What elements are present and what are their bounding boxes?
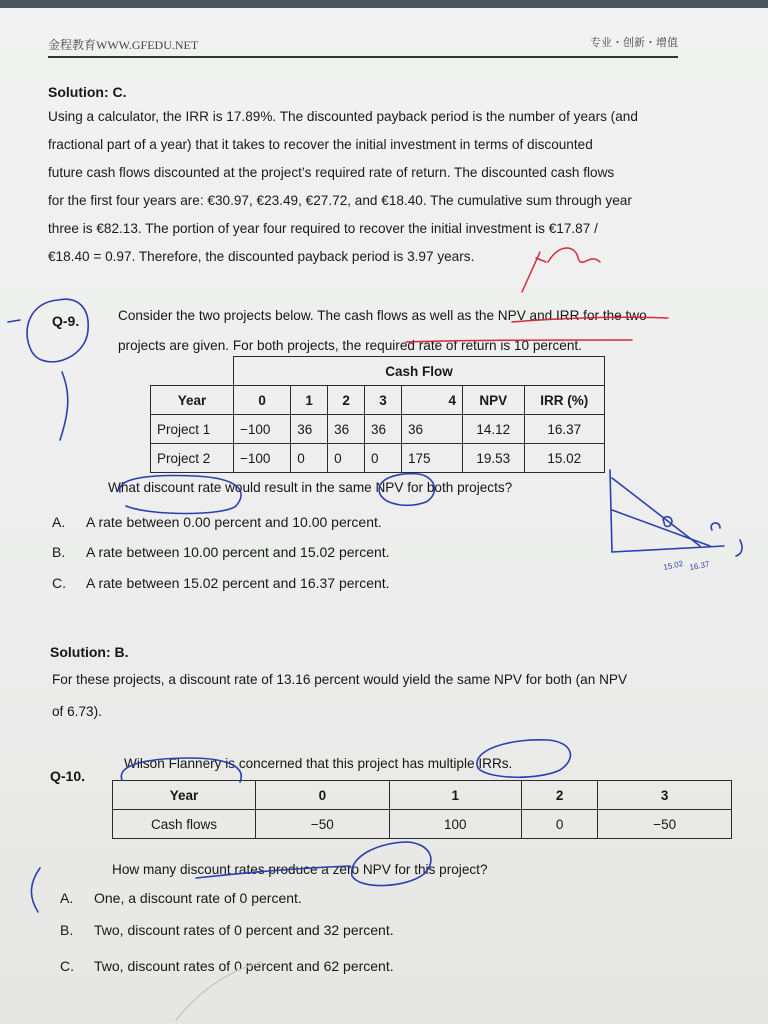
table-cell: −50 [256,810,390,839]
table-header-cell: 1 [291,386,328,415]
solution1-line: for the first four years are: €30.97, €23.49, €27.72, and €18.40. The cumulative sum through year [48,193,632,208]
q10-question: How many discount rates produce a zero NPV for this project? [112,862,488,877]
option-letter: A. [52,514,66,530]
option-letter: C. [52,575,66,591]
q10-label: Q-10. [50,768,86,784]
q9-option-b [52,544,390,560]
table-cell: 0 [365,444,402,473]
option-letter: C. [60,958,74,974]
table-row [151,415,605,444]
solution1-line: fractional part of a year) that it takes to recover the initial investment in terms of discounted [48,137,593,152]
table-header-row [151,386,605,415]
header-slogan: 专业・创新・增值 [590,37,678,49]
solution2-line1: For these projects, a discount rate of 13.16 percent would yield the same NPV for both (an NPV [52,672,628,687]
table-header-cell: 2 [521,781,597,810]
option-text: Two, discount rates of 0 percent and 62 percent. [94,958,394,974]
cash-flow-group-header: Cash Flow [234,357,605,386]
table-header-cell: 4 [401,386,462,415]
sketch-tick [736,540,742,556]
option-text: Two, discount rates of 0 percent and 32 percent. [94,922,394,938]
table-header-cell: Year [151,386,234,415]
table-cell: 36 [365,415,402,444]
table-cell: Cash flows [113,810,256,839]
table-cell: 14.12 [462,415,524,444]
table-header-cell: 0 [256,781,390,810]
table-cell: 100 [389,810,521,839]
sketch-intersection-mark [663,517,672,527]
q9-label: Q-9. [52,313,80,329]
table-cell: −100 [234,415,291,444]
q9-option-c [52,575,390,591]
table-cell: −50 [598,810,732,839]
table-header-cell: NPV [462,386,524,415]
q10-option-c [60,958,394,974]
table-cell: −100 [234,444,291,473]
table-cell: 0 [521,810,597,839]
option-text: A rate between 0.00 percent and 10.00 percent. [86,514,382,530]
table-cell: 0 [291,444,328,473]
solution1-line: three is €82.13. The portion of year four required to recover the initial investment is €17.87 / [48,221,598,236]
table-row [113,810,732,839]
solution2-title: Solution: B. [50,644,129,660]
solution1-line: €18.40 = 0.97. Therefore, the discounted payback period is 3.97 years. [48,249,475,264]
option-letter: B. [60,922,74,938]
sketch-y-axis [610,470,612,552]
table-header-cell: 2 [328,386,365,415]
sketch-label-1502: 15.02 [662,558,685,572]
table-header-cell: 3 [365,386,402,415]
sketch-line-project2 [612,478,700,546]
table-header-cell: 0 [234,386,291,415]
q10-option-b [60,922,394,938]
table-cell: Project 1 [151,415,234,444]
table-header-cell: 3 [598,781,732,810]
page-header [48,34,678,58]
table-row [151,444,605,473]
table-header-cell: 1 [389,781,521,810]
table-cell: 36 [291,415,328,444]
table-row [151,357,605,386]
table-header-cell: IRR (%) [524,386,604,415]
q10-margin-mark [31,868,40,912]
q9-margin-bracket [60,372,68,440]
solution1-line: Using a calculator, the IRR is 17.89%. The discounted payback period is the number of years (and [48,109,638,124]
sketch-x-axis [612,546,724,552]
solution1-line: future cash flows discounted at the project’s required rate of return. The discounted cash flows [48,165,615,180]
table-cell: 19.53 [462,444,524,473]
sketch-label-1637: 16.37 [688,559,711,572]
q9-option-a [52,514,382,530]
sketch-line-project1 [612,510,710,546]
solution2-line2: of 6.73). [52,704,102,719]
q9-intro-line1: Consider the two projects below. The cash flows as well as the NPV and IRR for the two [118,308,647,323]
q10-option-a [60,890,302,906]
table-cell: 36 [401,415,462,444]
solution1-body [48,103,683,271]
q9-circle-mark [27,299,88,362]
q10-intro: Wilson Flannery is concerned that this project has multiple IRRs. [124,756,513,771]
table-cell: Project 2 [151,444,234,473]
table-cell: 0 [328,444,365,473]
solution1-title: Solution: C. [48,84,127,100]
table-header-row [113,781,732,810]
table-cell: 36 [328,415,365,444]
q9-intro-line2: projects are given. For both projects, the required rate of return is 10 percent. [118,338,582,353]
table-cell: 16.37 [524,415,604,444]
table-cell: 175 [401,444,462,473]
option-text: A rate between 10.00 percent and 15.02 percent. [86,544,390,560]
q10-cash-flow-table [112,780,732,839]
sketch-label-mark [711,523,720,530]
option-letter: A. [60,890,74,906]
q9-cash-flow-table [150,356,605,473]
table-cell: 15.02 [524,444,604,473]
option-letter: B. [52,544,66,560]
q9-margin-dash [8,320,20,322]
q9-question: What discount rate would result in the same NPV for both projects? [108,480,513,495]
option-text: One, a discount rate of 0 percent. [94,890,302,906]
header-site: 金程教育WWW.GFEDU.NET [48,38,199,52]
option-text: A rate between 15.02 percent and 16.37 percent. [86,575,390,591]
table-header-cell: Year [113,781,256,810]
page-top-edge [0,0,768,8]
